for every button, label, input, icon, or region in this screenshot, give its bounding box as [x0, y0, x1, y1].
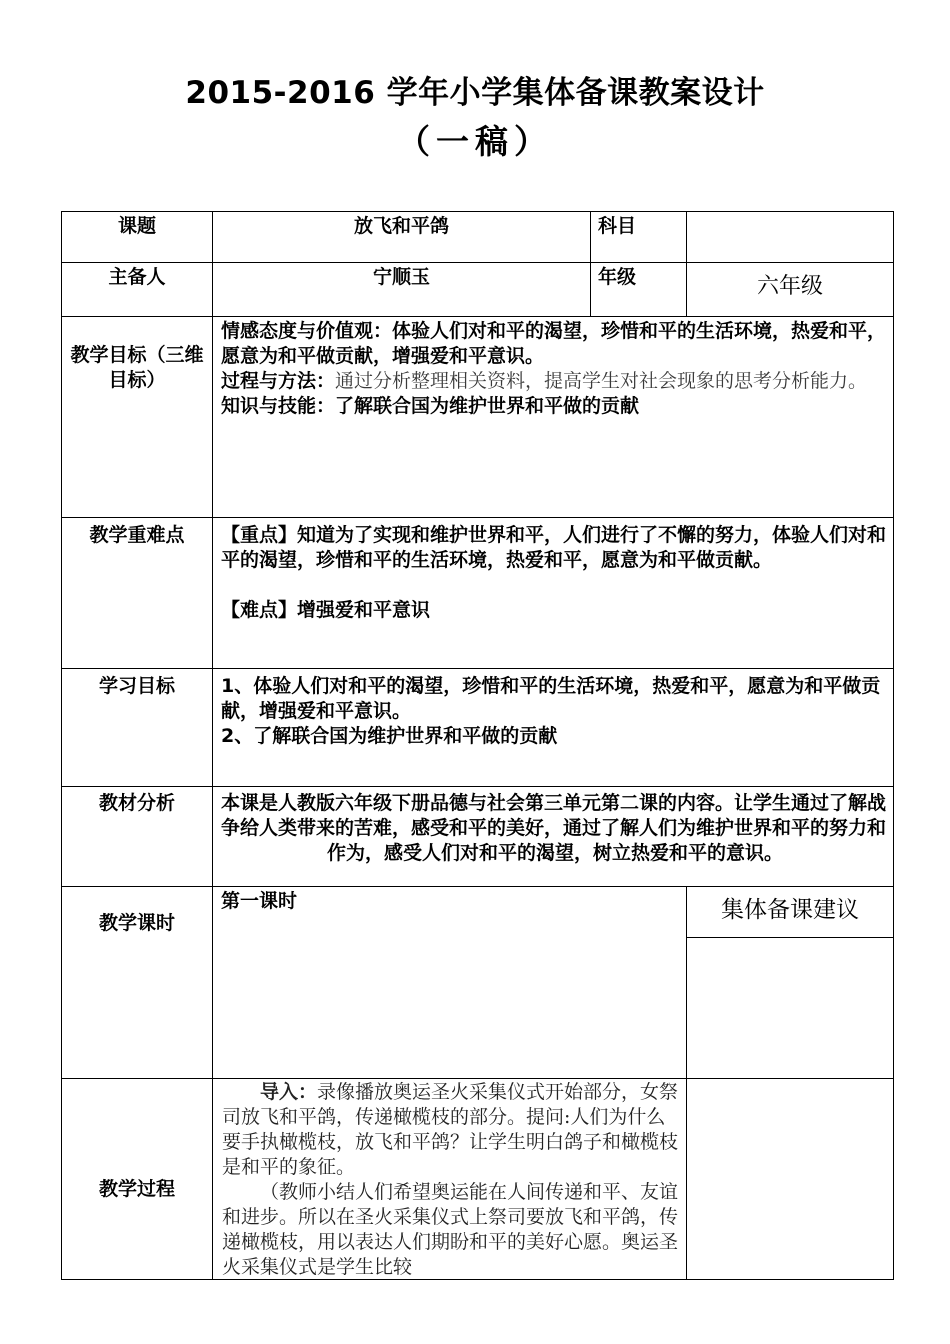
objectives-content	[221, 319, 889, 419]
lesson-hours-value: 第一课时	[221, 890, 298, 912]
summary-text: （教师小结人们希望奥运能在人间传递和平、友谊和进步。所以在圣火采集仪式上祭司要放飞和平鸽，传递橄榄枝，用以表达人们期盼和平的美好心愿。奥运圣火采集仪式是学生比较	[222, 1181, 679, 1278]
subject-label: 科目	[598, 215, 637, 237]
emotion-text: 体验人们对和平的渴望，珍惜和平的生活环境，热爱和平，愿意为和平做贡献，增强爱和平意识。	[221, 320, 887, 367]
key-points-content	[221, 523, 889, 623]
knowledge-label: 知识与技能：	[221, 395, 336, 417]
key-points-label: 教学重难点	[89, 524, 185, 546]
intro-text: 录像播放奥运圣火采集仪式开始部分，女祭司放飞和平鸽，传递橄榄枝的部分。提问:人们为什么要手执橄榄枝，放飞和平鸽？让学生明白鸽子和橄榄枝是和平的象征。	[222, 1081, 679, 1178]
grade-value: 六年级	[756, 274, 823, 299]
draft-subtitle: （一稿）	[397, 122, 553, 161]
process-text: 通过分析整理相关资料，提高学生对社会现象的思考分析能力。	[335, 370, 868, 392]
objectives-label: 教学目标（三维目标）	[70, 344, 204, 391]
lesson-hours-label: 教学课时	[98, 912, 175, 934]
knowledge-text: 了解联合国为维护世界和平做的贡献	[335, 395, 640, 417]
document-title: 2015-2016 学年小学集体备课教案设计	[185, 75, 765, 111]
learning-goals-content	[221, 674, 889, 749]
learning-goals-label: 学习目标	[98, 675, 175, 697]
learning-goal-2: 2、了解联合国为维护世界和平做的贡献	[221, 725, 558, 747]
material-analysis-label: 教材分析	[98, 792, 175, 814]
intro-label: 导入：	[260, 1081, 318, 1103]
topic-value: 放飞和平鸽	[353, 215, 449, 237]
material-analysis-text: 本课是人教版六年级下册品德与社会第三单元第二课的内容。让学生通过了解战争给人类带来的苦难，感受和平的美好，通过了解人们为维护世界和平的努力和作为，感受人们对和平的渴望，树立热爱和平的意识。	[221, 792, 887, 864]
teaching-process-label: 教学过程	[98, 1178, 175, 1200]
learning-goal-1: 1、体验人们对和平的渴望，珍惜和平的生活环境，热爱和平，愿意为和平做贡献，增强爱和平意识。	[221, 675, 881, 722]
preparer-label: 主备人	[108, 266, 166, 288]
preparer-value: 宁顺玉	[372, 266, 430, 288]
difficult-point-text: 【难点】增强爱和平意识	[221, 599, 431, 621]
emotion-label: 情感态度与价值观：	[221, 320, 393, 342]
suggestion-header: 集体备课建议	[721, 897, 859, 923]
key-point-text: 【重点】知道为了实现和维护世界和平，人们进行了不懈的努力，体验人们对和平的渴望，珍惜和平的生活环境，热爱和平，愿意为和平做贡献。	[221, 524, 887, 571]
grade-label: 年级	[598, 266, 637, 288]
process-label: 过程与方法：	[221, 370, 336, 392]
teaching-process-content	[222, 1080, 682, 1278]
topic-label: 课题	[117, 215, 156, 237]
